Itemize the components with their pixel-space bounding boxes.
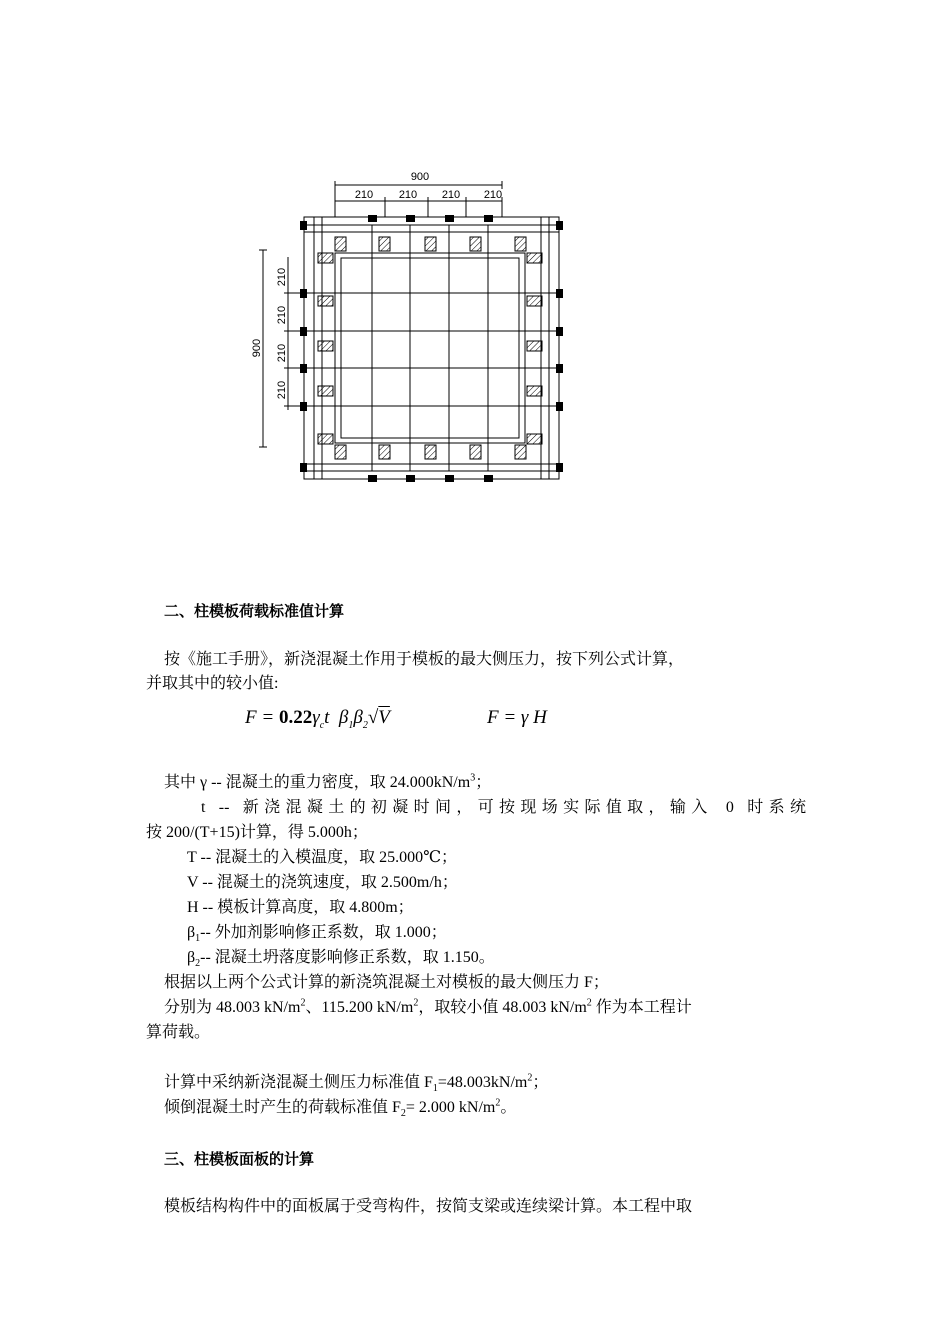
t-line1: t -- 新浇混凝土的初凝时间，可按现场实际值取，输入 0 时系统	[201, 799, 806, 816]
section3-line1: 模板结构构件中的面板属于受弯构件，按简支梁或连续梁计算。本工程中取	[164, 1198, 693, 1215]
result-line1: 根据以上两个公式计算的新浇筑混凝土对模板的最大侧压力 F；	[164, 974, 609, 991]
T-line: T -- 混凝土的入模温度，取 25.000℃；	[187, 849, 458, 866]
f1-line: 计算中采纳新浇混凝土侧压力标准值 $F_1=48.003kN/m^2$；	[164, 1072, 549, 1095]
f2-line: 倾倒混凝土时产生的荷载标准值 $F_2= 2.000$ $kN/m^2$。	[164, 1097, 517, 1120]
top-dim-2: 210	[398, 189, 418, 201]
side-dim-4: 210	[276, 380, 288, 400]
H-line: H -- 模板计算高度，取 4.800m；	[187, 899, 414, 916]
side-dim-2: 210	[276, 305, 288, 325]
top-dim-4: 210	[483, 189, 503, 201]
beta1-line: $\beta_1--$ 外加剂影响修正系数，取 1.000；	[187, 924, 447, 945]
result-line2: 分别为 48.003 $kN/m^2$、115.200 $kN/m^2$，取较小值 48.003 $kN/m^2$ 作为本工程计	[164, 997, 692, 1016]
beta2-line: $\beta_2--$ 混凝土坍落度影响修正系数，取 1.150。	[187, 949, 495, 970]
intro-line2: 并取其中的较小值:	[146, 675, 279, 692]
top-dim-3: 210	[441, 189, 461, 201]
V-line: V -- 混凝土的浇筑速度，取 2.500m/h；	[187, 874, 458, 891]
formula-2: F = γ H	[487, 707, 547, 728]
t-line2: 按 200/(T+15)计算，得 5.000h；	[146, 824, 368, 841]
result-line3: 算荷载。	[146, 1024, 211, 1041]
formula-1: $F = 0.22\gamma_ct$ $\beta_1\beta_2√V$	[245, 707, 390, 731]
column-formwork-diagram	[240, 165, 580, 490]
top-total-dim: 900	[410, 171, 430, 183]
side-dim-1: 210	[276, 267, 288, 287]
section3-heading: 三、柱模板面板的计算	[164, 1150, 315, 1168]
gamma-line: 其中 γ -- 混凝土的重力密度，取 $24.000kN/m^3$；	[164, 772, 492, 791]
top-dim-1: 210	[354, 189, 374, 201]
section2-heading: 二、柱模板荷载标准值计算	[164, 602, 345, 620]
side-dim-3: 210	[276, 343, 288, 363]
intro-line1: 按《施工手册》，新浇混凝土作用于模板的最大侧压力，按下列公式计算，	[164, 651, 685, 668]
side-total-dim: 900	[251, 338, 263, 358]
